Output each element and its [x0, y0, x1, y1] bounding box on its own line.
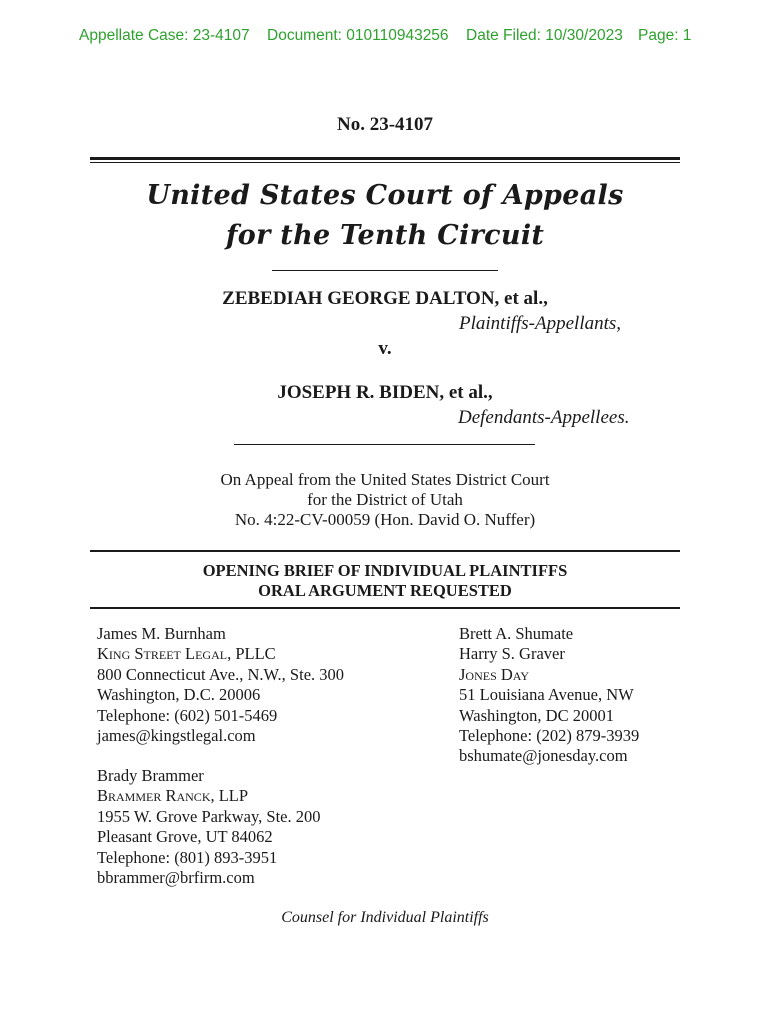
counsel-firm: Jones Day	[459, 664, 530, 684]
counsel-block-brammer	[97, 766, 321, 888]
counsel-firm: Brammer Ranck, LLP	[97, 786, 249, 806]
counsel-name: Brady Brammer	[97, 766, 204, 785]
appeal-line2: for the District of Utah	[307, 490, 463, 509]
counsel-address: 1955 W. Grove Parkway, Ste. 200	[97, 806, 321, 826]
counsel-phone: Telephone: (801) 893-3951	[97, 847, 278, 867]
counsel-name: James M. Burnham	[97, 624, 226, 643]
counsel-address: 51 Louisiana Avenue, NW	[459, 685, 634, 705]
header-document-number: Document: 010110943256	[267, 27, 449, 44]
oral-argument-request: ORAL ARGUMENT REQUESTED	[258, 581, 512, 600]
counsel-email: bbrammer@brfirm.com	[97, 867, 255, 887]
court-name-line1: United States Court of Appeals	[146, 180, 624, 211]
counsel-name: Brett A. Shumate	[459, 624, 574, 643]
versus: v.	[378, 338, 392, 359]
appeal-line3: No. 4:22-CV-00059 (Hon. David O. Nuffer)	[234, 510, 536, 529]
parties-divider	[234, 444, 535, 445]
counsel-phone: Telephone: (202) 879-3939	[459, 725, 640, 745]
top-thin-rule	[90, 162, 680, 163]
court-name-line2: for the Tenth Circuit	[225, 220, 545, 251]
counsel-city: Pleasant Grove, UT 84062	[97, 827, 273, 847]
counsel-name: Harry S. Graver	[459, 644, 565, 664]
counsel-email: james@kingstlegal.com	[97, 725, 256, 745]
counsel-designation: Counsel for Individual Plaintiffs	[281, 909, 489, 926]
appellants-role: Plaintiffs-Appellants,	[459, 313, 622, 334]
header-case-number: Appellate Case: 23-4107	[79, 27, 250, 44]
counsel-city: Washington, D.C. 20006	[97, 685, 261, 705]
appeal-line1: On Appeal from the United States District Court	[220, 470, 550, 489]
appellees-name: JOSEPH R. BIDEN, et al.,	[277, 382, 493, 403]
counsel-email: bshumate@jonesday.com	[459, 746, 628, 766]
court-divider	[272, 270, 498, 271]
counsel-address: 800 Connecticut Ave., N.W., Ste. 300	[97, 664, 345, 684]
header-page-number: Page: 1	[638, 27, 692, 44]
appellants-name: ZEBEDIAH GEORGE DALTON, et al.,	[222, 288, 548, 309]
brief-bottom-rule	[90, 607, 680, 609]
docket-number: No. 23-4107	[336, 114, 434, 135]
brief-top-rule	[90, 550, 680, 552]
header-date-filed: Date Filed: 10/30/2023	[466, 27, 623, 44]
counsel-block-burnham	[97, 624, 344, 746]
counsel-firm: King Street Legal, PLLC	[97, 644, 276, 664]
top-thick-rule	[90, 157, 680, 160]
counsel-phone: Telephone: (602) 501-5469	[97, 705, 278, 725]
filing-header	[0, 27, 770, 49]
counsel-block-jones-day	[459, 624, 639, 767]
appellees-role: Defendants-Appellees.	[458, 407, 630, 428]
brief-title: OPENING BRIEF OF INDIVIDUAL PLAINTIFFS	[202, 561, 568, 580]
counsel-city: Washington, DC 20001	[459, 705, 614, 725]
